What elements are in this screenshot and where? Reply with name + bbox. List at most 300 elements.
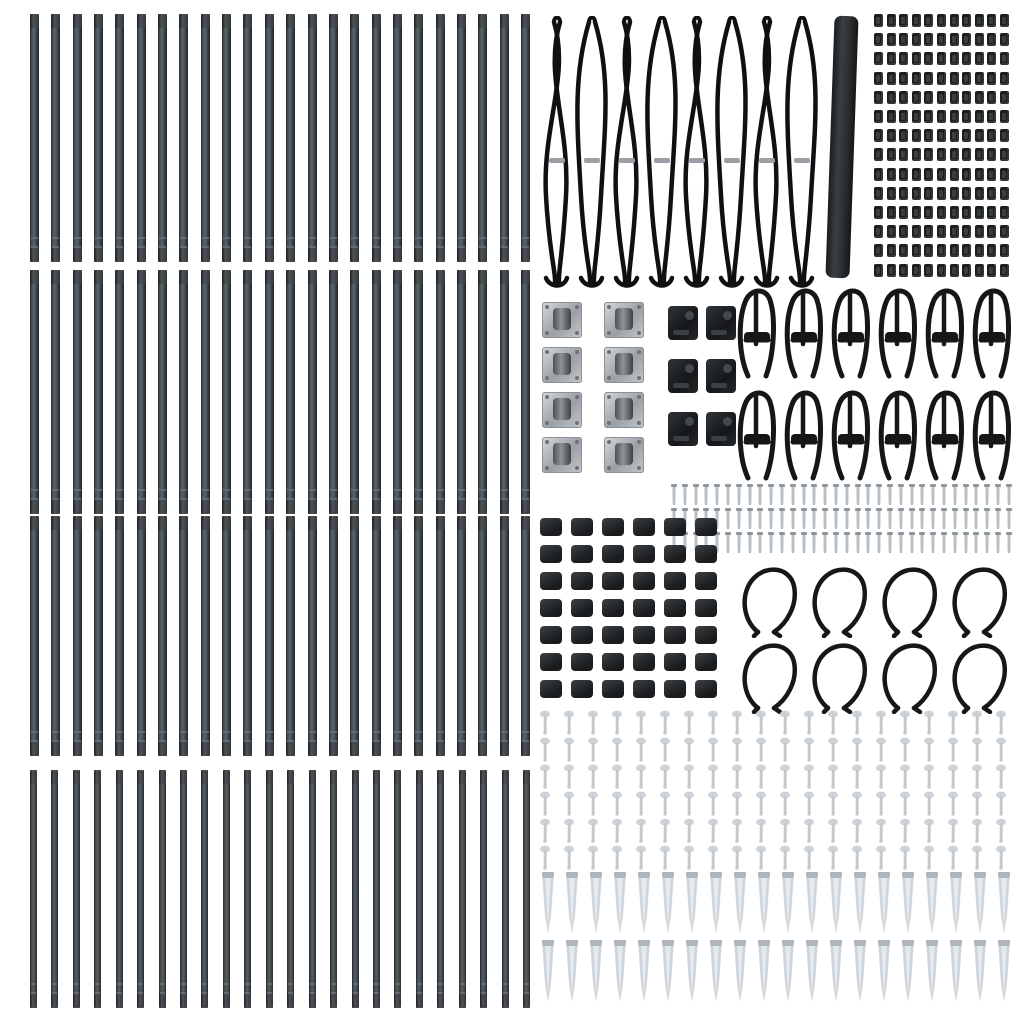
fence-post xyxy=(372,516,381,756)
spike-anchor xyxy=(658,872,678,936)
small-clip xyxy=(962,168,971,181)
rubber-pad xyxy=(695,653,717,671)
small-clip xyxy=(987,33,996,46)
small-clip xyxy=(962,264,971,277)
small-clip xyxy=(924,14,933,27)
ground-pin xyxy=(754,737,768,763)
spike-anchor xyxy=(850,872,870,936)
post-cap xyxy=(159,770,166,784)
fence-post xyxy=(500,516,509,756)
post-notch xyxy=(524,992,529,994)
screw xyxy=(681,484,689,506)
ground-pin xyxy=(586,845,600,871)
post-notch xyxy=(52,983,57,985)
screw xyxy=(897,484,905,506)
fence-post xyxy=(223,770,230,1008)
fence-post xyxy=(394,770,401,1008)
small-clip xyxy=(937,168,946,181)
screw xyxy=(886,508,894,530)
screw xyxy=(713,484,721,506)
post-notch xyxy=(330,731,337,733)
post-notch xyxy=(437,489,444,491)
post-cap xyxy=(30,770,37,784)
post-cap xyxy=(500,742,509,756)
post-notch xyxy=(330,489,337,491)
ground-pin xyxy=(874,710,888,736)
small-clip xyxy=(924,52,933,65)
small-clip xyxy=(937,72,946,85)
post-cap xyxy=(137,516,146,530)
post-cap xyxy=(115,516,124,530)
ground-pin xyxy=(754,845,768,871)
small-clip xyxy=(962,14,971,27)
post-notch xyxy=(266,246,273,248)
rubber-pad xyxy=(664,545,686,563)
plate-knob xyxy=(553,443,571,465)
fence-post xyxy=(521,516,530,756)
small-clip xyxy=(899,52,908,65)
black-clamp xyxy=(668,306,698,340)
small-clip xyxy=(899,244,908,257)
ground-pin xyxy=(610,737,624,763)
post-cap xyxy=(94,248,103,262)
small-clip xyxy=(887,33,896,46)
fence-post xyxy=(158,270,167,514)
small-clip xyxy=(887,52,896,65)
post-cap xyxy=(223,770,230,784)
post-notch xyxy=(309,246,316,248)
ground-pin xyxy=(994,737,1008,763)
plate-knob xyxy=(553,353,571,375)
wire-hook xyxy=(830,284,870,380)
post-cap xyxy=(243,14,252,28)
post-cap xyxy=(523,770,530,784)
post-notch xyxy=(438,992,443,994)
small-clip xyxy=(950,264,959,277)
spike-anchor xyxy=(922,940,942,1004)
bungee-cord xyxy=(785,16,819,288)
post-notch xyxy=(244,731,251,733)
small-clip xyxy=(962,72,971,85)
post-cap xyxy=(287,994,294,1008)
post-cap xyxy=(73,742,82,756)
fence-post xyxy=(73,516,82,756)
small-clip xyxy=(924,264,933,277)
post-cap xyxy=(329,742,338,756)
screw xyxy=(908,508,916,530)
post-cap xyxy=(30,742,39,756)
post-cap xyxy=(116,994,123,1008)
ground-pin xyxy=(538,737,552,763)
wire-hook xyxy=(736,284,776,380)
post-cap xyxy=(457,248,466,262)
metal-plate xyxy=(542,392,582,428)
small-clip xyxy=(937,33,946,46)
post-notch xyxy=(267,983,272,985)
small-clip xyxy=(899,206,908,219)
post-notch xyxy=(458,489,465,491)
wire-hook xyxy=(877,284,917,380)
ground-pin xyxy=(922,818,936,844)
ground-pin xyxy=(730,710,744,736)
post-cap xyxy=(459,994,466,1008)
ground-pin xyxy=(610,818,624,844)
post-cap xyxy=(244,994,251,1008)
ground-pin xyxy=(946,737,960,763)
ground-pin xyxy=(658,845,672,871)
small-clip xyxy=(937,264,946,277)
spike-anchor xyxy=(730,872,750,936)
spike-anchor xyxy=(610,940,630,1004)
ground-pin xyxy=(778,764,792,790)
post-notch xyxy=(74,740,81,742)
metal-plate xyxy=(542,347,582,383)
fence-post xyxy=(201,516,210,756)
screw xyxy=(918,484,926,506)
rubber-pad xyxy=(633,572,655,590)
post-notch xyxy=(202,992,207,994)
small-clip xyxy=(950,52,959,65)
post-cap xyxy=(521,14,530,28)
black-clamp xyxy=(706,359,736,393)
ground-pin xyxy=(778,710,792,736)
fence-post xyxy=(350,270,359,514)
ground-pin xyxy=(922,737,936,763)
ground-pin xyxy=(538,818,552,844)
ground-pin xyxy=(874,764,888,790)
post-notch xyxy=(287,498,294,500)
plate-hole xyxy=(607,466,611,470)
fence-post xyxy=(137,270,146,514)
plate-hole xyxy=(607,376,611,380)
round-wire-clips xyxy=(740,566,1020,712)
small-clip xyxy=(1000,129,1009,142)
fence-post xyxy=(457,270,466,514)
post-cap xyxy=(137,14,146,28)
screw xyxy=(875,532,883,554)
screw xyxy=(929,508,937,530)
post-cap xyxy=(308,500,317,514)
bungee-cord xyxy=(750,16,784,288)
post-notch xyxy=(287,731,294,733)
post-cap xyxy=(222,500,231,514)
screw xyxy=(724,484,732,506)
post-cap xyxy=(137,770,144,784)
screw xyxy=(854,484,862,506)
fence-post xyxy=(201,270,210,514)
small-clip xyxy=(924,225,933,238)
plate-hole xyxy=(607,331,611,335)
post-cap xyxy=(521,516,530,530)
post-notch xyxy=(245,983,250,985)
poles-row-2 xyxy=(30,270,530,520)
fence-post xyxy=(94,770,101,1008)
ground-pin xyxy=(994,764,1008,790)
post-cap xyxy=(179,500,188,514)
post-cap xyxy=(308,248,317,262)
small-clip xyxy=(950,244,959,257)
post-cap xyxy=(179,14,188,28)
post-cap xyxy=(286,270,295,284)
screw xyxy=(756,484,764,506)
post-notch xyxy=(288,992,293,994)
fabric-sleeve xyxy=(825,16,858,279)
post-cap xyxy=(30,270,39,284)
fence-post xyxy=(94,270,103,514)
post-notch xyxy=(244,489,251,491)
post-cap xyxy=(393,14,402,28)
small-clip xyxy=(987,187,996,200)
post-notch xyxy=(373,237,380,239)
ground-pin xyxy=(538,845,552,871)
small-clip xyxy=(975,187,984,200)
fence-post xyxy=(73,770,80,1008)
small-clip xyxy=(987,129,996,142)
post-notch xyxy=(351,246,358,248)
spike-anchor xyxy=(874,940,894,1004)
post-cap xyxy=(393,516,402,530)
post-notch xyxy=(503,983,508,985)
post-notch xyxy=(31,246,38,248)
small-clip xyxy=(912,110,921,123)
fence-post xyxy=(436,270,445,514)
screw xyxy=(800,508,808,530)
screw xyxy=(800,532,808,554)
post-notch xyxy=(223,246,230,248)
ground-pin xyxy=(706,818,720,844)
fence-post xyxy=(523,770,530,1008)
ground-pin xyxy=(850,764,864,790)
ground-pin xyxy=(778,818,792,844)
fence-post xyxy=(414,270,423,514)
spike-anchor xyxy=(826,940,846,1004)
post-cap xyxy=(30,994,37,1008)
post-cap xyxy=(330,770,337,784)
post-cap xyxy=(478,270,487,284)
post-cap xyxy=(373,770,380,784)
post-notch xyxy=(394,498,401,500)
post-cap xyxy=(94,14,103,28)
post-notch xyxy=(180,246,187,248)
post-notch xyxy=(309,498,316,500)
post-cap xyxy=(414,14,423,28)
small-clip xyxy=(950,72,959,85)
post-notch xyxy=(373,740,380,742)
fence-post xyxy=(30,516,39,756)
post-cap xyxy=(436,742,445,756)
small-clip xyxy=(899,148,908,161)
ground-pin xyxy=(994,845,1008,871)
post-notch xyxy=(117,992,122,994)
post-notch xyxy=(116,740,123,742)
plate-hole xyxy=(637,350,641,354)
screw xyxy=(983,508,991,530)
post-notch xyxy=(309,489,316,491)
post-notch xyxy=(287,740,294,742)
small-clip xyxy=(874,129,883,142)
small-clip xyxy=(937,225,946,238)
post-notch xyxy=(501,740,508,742)
fence-post xyxy=(350,516,359,756)
screw xyxy=(778,508,786,530)
ground-pin xyxy=(946,791,960,817)
post-cap xyxy=(350,742,359,756)
rubber-pad xyxy=(633,545,655,563)
ground-pin xyxy=(922,791,936,817)
post-notch xyxy=(95,489,102,491)
ground-pin xyxy=(634,710,648,736)
post-cap xyxy=(222,742,231,756)
wire-hook xyxy=(877,386,917,482)
small-clip xyxy=(924,91,933,104)
post-cap xyxy=(201,994,208,1008)
post-cap xyxy=(309,994,316,1008)
fence-post xyxy=(414,14,423,262)
post-notch xyxy=(394,237,401,239)
small-clip xyxy=(887,72,896,85)
bungee-cord xyxy=(575,16,609,288)
post-notch xyxy=(330,237,337,239)
small-clip xyxy=(912,244,921,257)
post-cap xyxy=(393,742,402,756)
screw xyxy=(929,484,937,506)
small-clip xyxy=(1000,72,1009,85)
screw xyxy=(810,484,818,506)
small-clip xyxy=(987,72,996,85)
ground-pin xyxy=(874,818,888,844)
screw xyxy=(994,508,1002,530)
post-notch xyxy=(95,237,102,239)
fence-post xyxy=(416,770,423,1008)
post-cap xyxy=(480,770,487,784)
screw xyxy=(746,508,754,530)
ground-pin xyxy=(994,791,1008,817)
plate-hole xyxy=(545,376,549,380)
spike-anchor xyxy=(754,940,774,1004)
post-notch xyxy=(437,246,444,248)
post-cap xyxy=(416,994,423,1008)
post-notch xyxy=(180,237,187,239)
fence-post xyxy=(436,14,445,262)
fence-post xyxy=(478,516,487,756)
post-cap xyxy=(201,516,210,530)
post-cap xyxy=(457,500,466,514)
ground-pin xyxy=(634,818,648,844)
post-notch xyxy=(309,237,316,239)
post-cap xyxy=(73,516,82,530)
post-notch xyxy=(266,237,273,239)
post-notch xyxy=(458,731,465,733)
small-clip xyxy=(975,264,984,277)
screw xyxy=(789,508,797,530)
post-notch xyxy=(481,992,486,994)
spike-anchor xyxy=(802,940,822,1004)
post-notch xyxy=(522,489,529,491)
small-clip xyxy=(912,52,921,65)
screw xyxy=(767,532,775,554)
ground-pin xyxy=(586,818,600,844)
bungee-cords xyxy=(540,14,825,286)
post-notch xyxy=(223,489,230,491)
post-notch xyxy=(223,740,230,742)
plate-hole xyxy=(637,466,641,470)
post-cap xyxy=(436,500,445,514)
post-cap xyxy=(372,516,381,530)
post-cap xyxy=(308,14,317,28)
post-notch xyxy=(52,489,59,491)
post-cap xyxy=(286,14,295,28)
small-clip xyxy=(950,110,959,123)
screw xyxy=(789,484,797,506)
post-cap xyxy=(222,270,231,284)
post-cap xyxy=(308,270,317,284)
post-notch xyxy=(415,731,422,733)
post-cap xyxy=(437,994,444,1008)
ground-pins xyxy=(538,710,1020,874)
ground-pin xyxy=(586,764,600,790)
ground-pin xyxy=(946,818,960,844)
small-clip xyxy=(899,110,908,123)
post-cap xyxy=(394,994,401,1008)
post-cap xyxy=(372,742,381,756)
post-notch xyxy=(460,992,465,994)
post-notch xyxy=(74,489,81,491)
post-notch xyxy=(437,731,444,733)
screw xyxy=(972,508,980,530)
screw xyxy=(864,484,872,506)
small-clip xyxy=(987,110,996,123)
screw xyxy=(735,484,743,506)
ground-pin xyxy=(730,818,744,844)
small-clip xyxy=(874,225,883,238)
ground-pin xyxy=(826,791,840,817)
fence-post xyxy=(222,270,231,514)
post-notch xyxy=(481,983,486,985)
post-notch xyxy=(351,731,358,733)
post-cap xyxy=(51,742,60,756)
post-cap xyxy=(73,770,80,784)
post-notch xyxy=(181,992,186,994)
post-notch xyxy=(180,498,187,500)
screw xyxy=(908,484,916,506)
rubber-pad xyxy=(664,626,686,644)
post-cap xyxy=(286,742,295,756)
post-notch xyxy=(95,246,102,248)
post-notch xyxy=(116,237,123,239)
post-cap xyxy=(201,14,210,28)
spike-anchor xyxy=(754,872,774,936)
post-cap xyxy=(223,994,230,1008)
spike-anchor xyxy=(682,940,702,1004)
post-cap xyxy=(459,770,466,784)
post-notch xyxy=(181,983,186,985)
post-notch xyxy=(330,740,337,742)
round-wire-clip xyxy=(740,642,798,714)
spike-anchor xyxy=(538,940,558,1004)
post-cap xyxy=(179,270,188,284)
ground-pin xyxy=(610,791,624,817)
post-notch xyxy=(394,740,401,742)
rubber-pad xyxy=(571,626,593,644)
fence-post xyxy=(94,516,103,756)
post-cap xyxy=(457,14,466,28)
fence-post xyxy=(414,516,423,756)
small-clip xyxy=(874,148,883,161)
small-clip xyxy=(987,91,996,104)
rubber-pad xyxy=(664,653,686,671)
ground-pin xyxy=(610,710,624,736)
screw xyxy=(670,484,678,506)
